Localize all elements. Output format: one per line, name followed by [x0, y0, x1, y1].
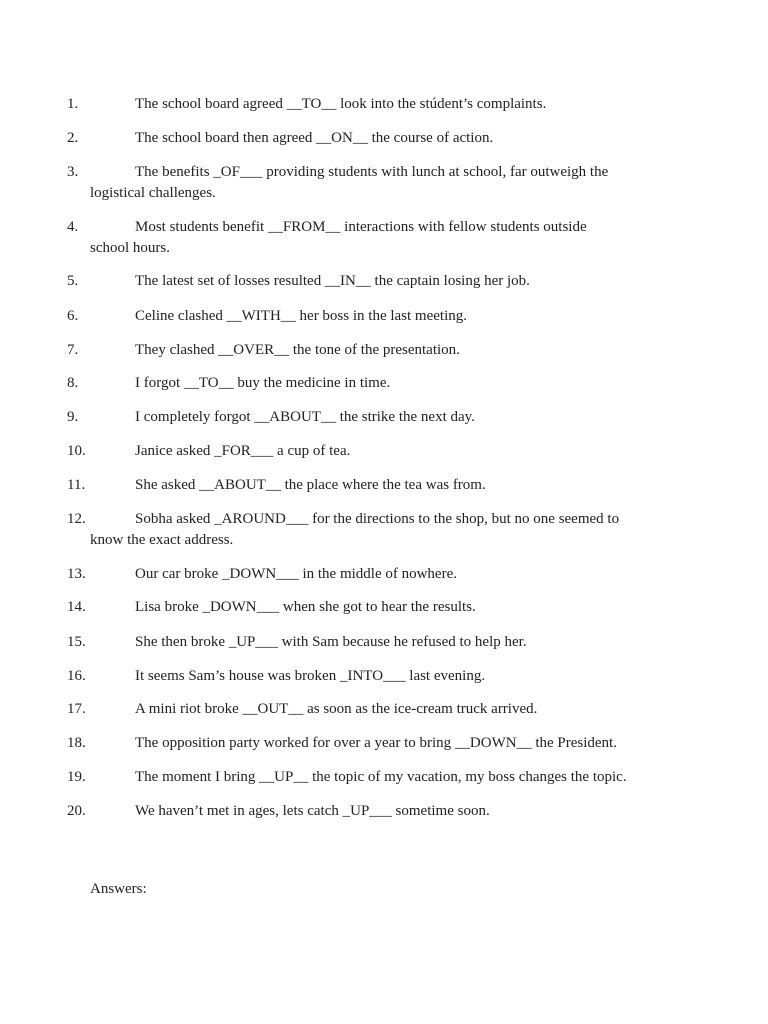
question-number: 5. — [67, 273, 79, 289]
question-text: The opposition party worked for over a year to bring __DOWN__ the President. — [135, 735, 617, 751]
answers-heading: Answers: — [90, 881, 147, 897]
question-text: We haven’t met in ages, lets catch _UP___ sometime soon. — [135, 803, 490, 819]
question-text: The school board agreed __TO__ look into the stúdent’s complaints. — [135, 96, 547, 112]
question-number: 2. — [67, 130, 79, 146]
question-text: Most students benefit __FROM__ interactions with fellow students outside — [135, 219, 587, 235]
question-text-continued: school hours. — [90, 240, 170, 256]
question-text: A mini riot broke __OUT__ as soon as the ice-cream truck arrived. — [135, 701, 538, 717]
question-text: Sobha asked _AROUND___ for the directions to the shop, but no one seemed to — [135, 511, 620, 527]
question-number: 8. — [67, 375, 79, 391]
question-number: 20. — [67, 803, 86, 819]
question-text: They clashed __OVER__ the tone of the presentation. — [135, 342, 460, 358]
question-text: I forgot __TO__ buy the medicine in time. — [135, 375, 391, 391]
question-number: 16. — [67, 668, 86, 684]
question-number: 13. — [67, 566, 86, 582]
question-text-continued: logistical challenges. — [90, 185, 216, 201]
question-number: 18. — [67, 735, 86, 751]
question-number: 4. — [67, 219, 79, 235]
question-number: 10. — [67, 443, 86, 459]
question-text: The benefits _OF___ providing students with lunch at school, far outweigh the — [135, 164, 609, 180]
question-text: It seems Sam’s house was broken _INTO___ last evening. — [135, 668, 486, 684]
question-text: Our car broke _DOWN___ in the middle of nowhere. — [135, 566, 457, 582]
question-number: 12. — [67, 511, 86, 527]
question-text: I completely forgot __ABOUT__ the strike the next day. — [135, 409, 475, 425]
question-text: She asked __ABOUT__ the place where the tea was from. — [135, 477, 486, 493]
question-text-continued: know the exact address. — [90, 532, 234, 548]
question-number: 3. — [67, 164, 79, 180]
question-text: The latest set of losses resulted __IN__ the captain losing her job. — [135, 273, 530, 289]
question-text: The moment I bring __UP__ the topic of my vacation, my boss changes the topic. — [135, 769, 627, 785]
question-number: 17. — [67, 701, 86, 717]
question-number: 15. — [67, 634, 86, 650]
question-number: 1. — [67, 96, 79, 112]
question-text: She then broke _UP___ with Sam because he refused to help her. — [135, 634, 527, 650]
question-number: 7. — [67, 342, 79, 358]
question-number: 11. — [67, 477, 86, 493]
question-text: Janice asked _FOR___ a cup of tea. — [135, 443, 351, 459]
question-number: 6. — [67, 308, 79, 324]
question-text: Celine clashed __WITH__ her boss in the last meeting. — [135, 308, 467, 324]
question-text: Lisa broke _DOWN___ when she got to hear the results. — [135, 599, 476, 615]
question-number: 14. — [67, 599, 86, 615]
question-text: The school board then agreed __ON__ the course of action. — [135, 130, 494, 146]
question-number: 19. — [67, 769, 86, 785]
question-number: 9. — [67, 409, 79, 425]
